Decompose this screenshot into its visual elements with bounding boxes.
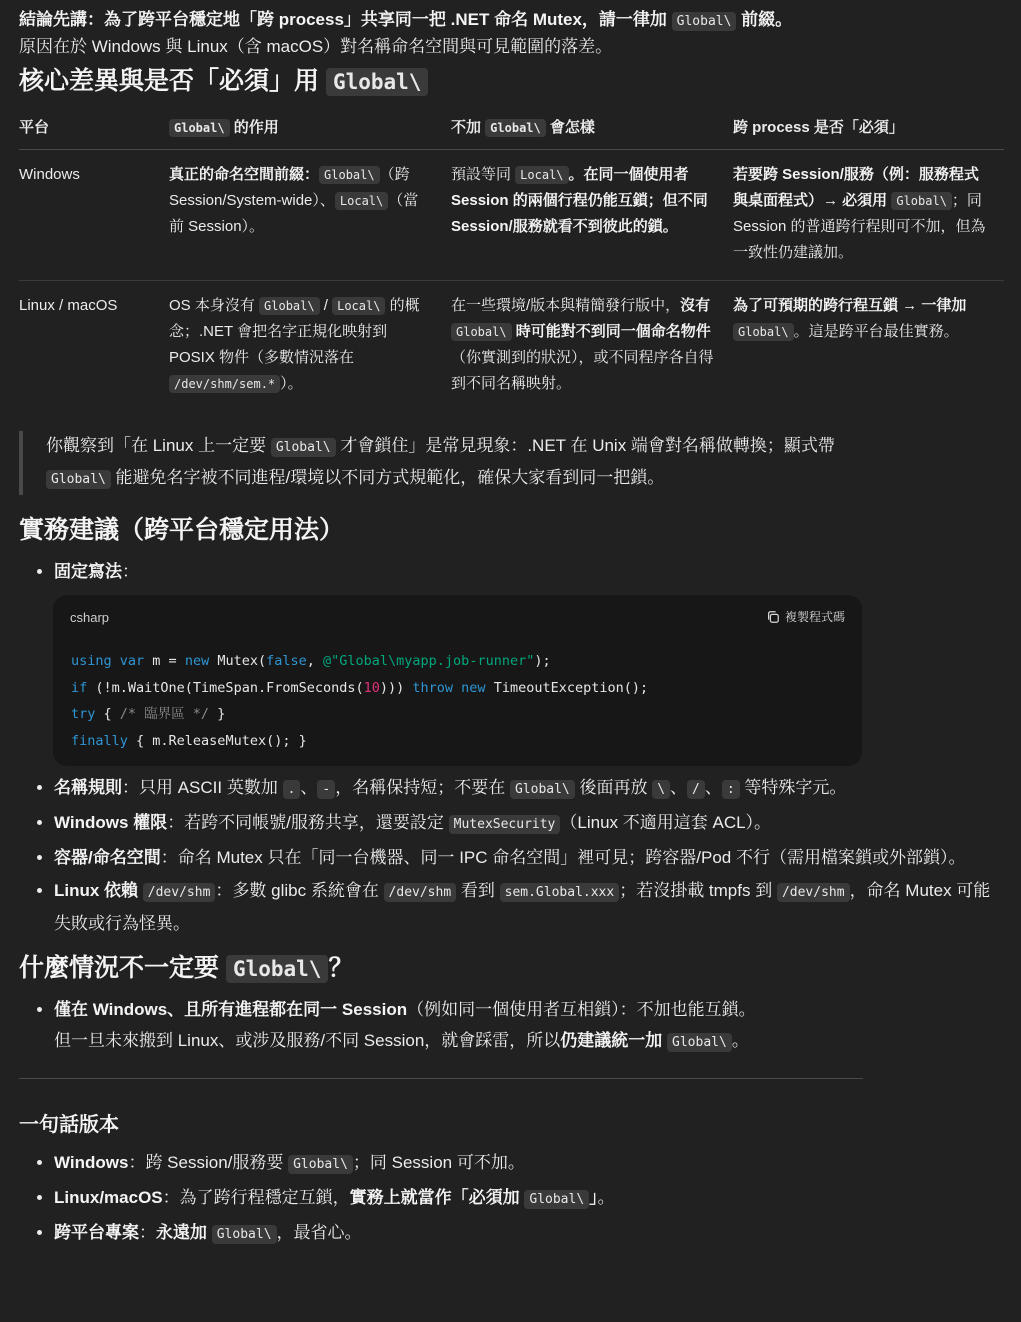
list-item: • 跨平台專案：永遠加 Global\ ，最省心。 — [54, 1217, 999, 1250]
table-cell-role: OS 本身沒有 Global\ / Local\ 的概念；.NET 會把名字正規化映射到 POSIX 物件（多數情況落在 /dev/shm/sem.* ）。 — [169, 297, 420, 393]
table-cell-without: 在一些環境/版本與精簡發行版中，沒有 Global\ 時可能對不到同一個命名物件（你實測到的狀況），或不同程序各自得到不同名稱映射。 — [451, 297, 714, 393]
table-header-role: Global\ 的作用 — [169, 107, 451, 150]
code-block — [53, 595, 862, 766]
table-cell-platform: Linux / macOS — [19, 297, 118, 315]
divider — [19, 1078, 863, 1079]
list-item: • Linux 依賴 /dev/shm ：多數 glibc 系統會在 /dev/shm 看到 sem.Global.xxx ；若沒掛載 tmpfs 到 /dev/shm ，命名 Mutex 可能失敗或行為怪異。 — [54, 875, 999, 939]
summary-list — [19, 1147, 999, 1250]
list-item: • Windows：跨 Session/服務要 Global\ ；同 Session 可不加。 — [54, 1147, 999, 1180]
copy-code-button[interactable]: 複製程式碼 — [766, 602, 845, 633]
table-row — [19, 281, 1004, 412]
section-heading-core-differences: 核心差異與是否「必須」用 Global\ — [19, 64, 999, 99]
section-heading-summary: 一句話版本 — [19, 1114, 119, 1137]
code-language-label: csharp — [70, 609, 110, 625]
section-heading-optional: 什麼情況不一定要 Global\ ？ — [19, 954, 354, 983]
list-item: • 固定寫法： csharp 複製程式碼 using var m = new Mutex(false, @"Global\myapp.job-runner"); if (!m.WaitOne(TimeSpan.FromSeconds(10))) throw new TimeoutException(); try { /* 臨界區 */ } finally { m.ReleaseMutex(); } — [54, 556, 999, 766]
comparison-table — [19, 107, 1004, 411]
code-content — [53, 630, 862, 766]
blockquote: 你觀察到「在 Linux 上一定要 Global\ 才會鎖住」是常見現象：.NET 在 Unix 端會對名稱做轉換；顯式帶 Global\ 能避免名字被不同進程/環境以不同方式規範化，確保大家看到同一把鎖。 — [19, 431, 876, 495]
table-cell-without: 預設等同 Local\ 。在同一個使用者 Session 的兩個行程仍能互鎖；但不同 Session/服務就看不到彼此的鎖。 — [451, 150, 733, 281]
code-line: finally { m.ReleaseMutex(); } — [71, 732, 307, 749]
table-header-without: 不加 Global\ 會怎樣 — [451, 107, 733, 150]
table-cell-platform: Windows — [19, 150, 169, 281]
copy-icon — [766, 610, 780, 624]
table-cell-required: 若要跨 Session/服務（例：服務程式與桌面程式）→ 必須用 Global\ ；同 Session 的普通跨行程則可不加，但為一致性仍建議加。 — [733, 150, 1004, 281]
inline-code: Global\ — [672, 12, 737, 31]
section-heading-practical: 實務建議（跨平台穩定用法） — [19, 516, 345, 545]
list-item: • 容器/命名空間：命名 Mutex 只在「同一台機器、同一 IPC 命名空間」裡可見；跨容器/Pod 不行（需用檔案鎖或外部鎖）。 — [54, 842, 999, 873]
table-header-row — [19, 107, 1004, 150]
table-row — [19, 150, 1004, 281]
intro-line-2: 原因在於 Windows 與 Linux（含 macOS）對名稱命名空間與可見範圍的落差。 — [19, 37, 613, 57]
code-line: try { /* 臨界區 */ } — [71, 706, 226, 723]
list-item: • Windows 權限：若跨不同帳號/服務共享，還要設定 MutexSecurity （Linux 不適用這套 ACL）。 — [54, 807, 999, 840]
intro-line-1: 結論先講：為了跨平台穩定地「跨 process」共享同一把 .NET 命名 Mutex，請一律加 Global\ 前綴。 — [19, 10, 793, 29]
code-line: using var m = new Mutex(false, @"Global\myapp.job-runner"); — [71, 653, 551, 670]
optional-list — [19, 994, 999, 1058]
table-header-required: 跨 process 是否「必須」 — [733, 107, 1004, 150]
code-line: if (!m.WaitOne(TimeSpan.FromSeconds(10))) throw new TimeoutException(); — [71, 679, 649, 696]
table-header-platform: 平台 — [19, 107, 169, 150]
table-cell-required: 為了可預期的跨行程互鎖 → 一律加 Global\ 。這是跨平台最佳實務。 — [733, 297, 967, 341]
practice-list — [19, 556, 999, 939]
list-item: • 僅在 Windows、且所有進程都在同一 Session（例如同一個使用者互相鎖）：不加也能互鎖。 但一旦未來搬到 Linux、或涉及服務/不同 Session，就會踩雷，所以仍建議統一加 Global\ 。 — [54, 994, 999, 1058]
table-cell-role: 真正的命名空間前綴： Global\ （跨 Session/System-wide）、 Local\ （當前 Session）。 — [169, 150, 451, 281]
list-item: • Linux/macOS：為了跨行程穩定互鎖，實務上就當作「必須加 Global\ 」。 — [54, 1182, 999, 1215]
list-item: • 名稱規則：只用 ASCII 英數加 . 、 - ，名稱保持短；不要在 Global\ 後面再放 \ 、 / 、 : 等特殊字元。 — [54, 772, 999, 805]
